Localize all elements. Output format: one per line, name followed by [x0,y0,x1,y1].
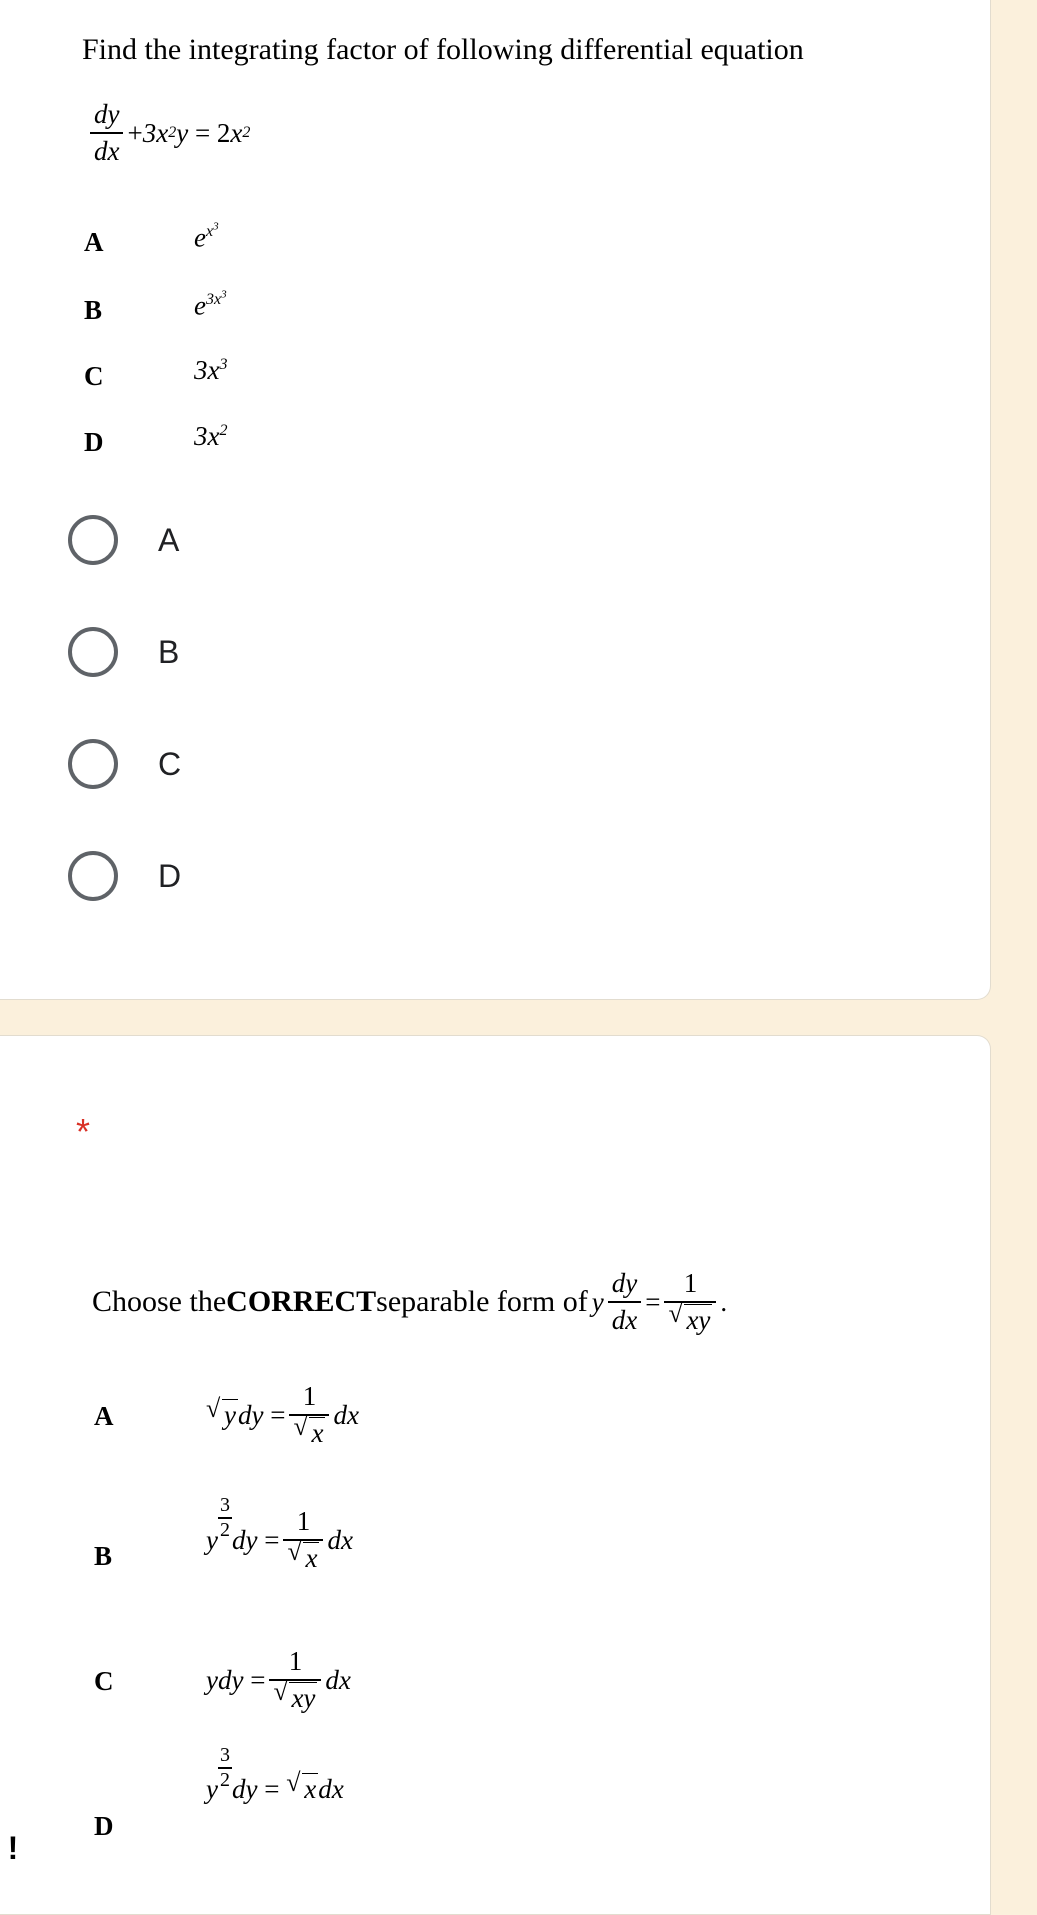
question-1-equation: $\frac{dy}{dx}$ + 3x 2 y = 2 x 2 [86,99,250,167]
q2-option-c-expression: ydy = 1 √ xy dx [206,1646,351,1713]
question-1-text: Find the integrating factor of following differential equation [82,33,804,66]
radio-circle-d[interactable] [68,851,118,901]
q2-option-a-expression: √ y dy = 1 √ x dx [206,1381,359,1448]
option-letter-a: A [84,227,104,257]
q2-option-letter-c: C [94,1666,114,1696]
radio-option-c[interactable] [68,739,181,789]
q2-option-letter-d: D [94,1811,114,1841]
radio-option-d[interactable] [68,851,181,901]
radio-circle-c[interactable] [68,739,118,789]
option-d-expression: $3x^2$ [194,421,228,451]
question-2-text: Choose the CORRECT separable form of y $\frac{dy}{dx}$ = 1 √ xy . [92,1268,728,1335]
q2-option-letter-a: A [94,1401,114,1431]
required-asterisk: * [76,1111,91,1152]
radio-label-b: B [158,633,180,670]
question-card-2 [0,1035,991,1915]
option-letter-d: D [84,427,104,457]
radio-option-b[interactable] [68,627,179,677]
radio-circle-b[interactable] [68,627,118,677]
option-letter-b: B [84,295,103,325]
radio-label-a: A [158,521,180,558]
option-a-expression: $e^{x^3}$ [194,221,219,253]
radio-circle-a[interactable] [68,515,118,565]
question-card-1 [0,0,991,1000]
option-letter-c: C [84,361,104,391]
option-b-expression: $e^{3x^3}$ [194,289,227,321]
option-c-expression: $3x^3$ [194,355,228,385]
q2-option-b-expression: y 3 2 dy = 1 √ x dx [206,1494,353,1573]
q2-option-letter-b: B [94,1541,113,1571]
q2-option-d-expression: y 3 2 dy = √ x dx [206,1743,344,1804]
radio-option-a[interactable] [68,515,179,565]
warning-icon[interactable]: ! [0,1826,26,1870]
radio-label-d: D [158,857,182,894]
radio-label-c: C [158,745,182,782]
